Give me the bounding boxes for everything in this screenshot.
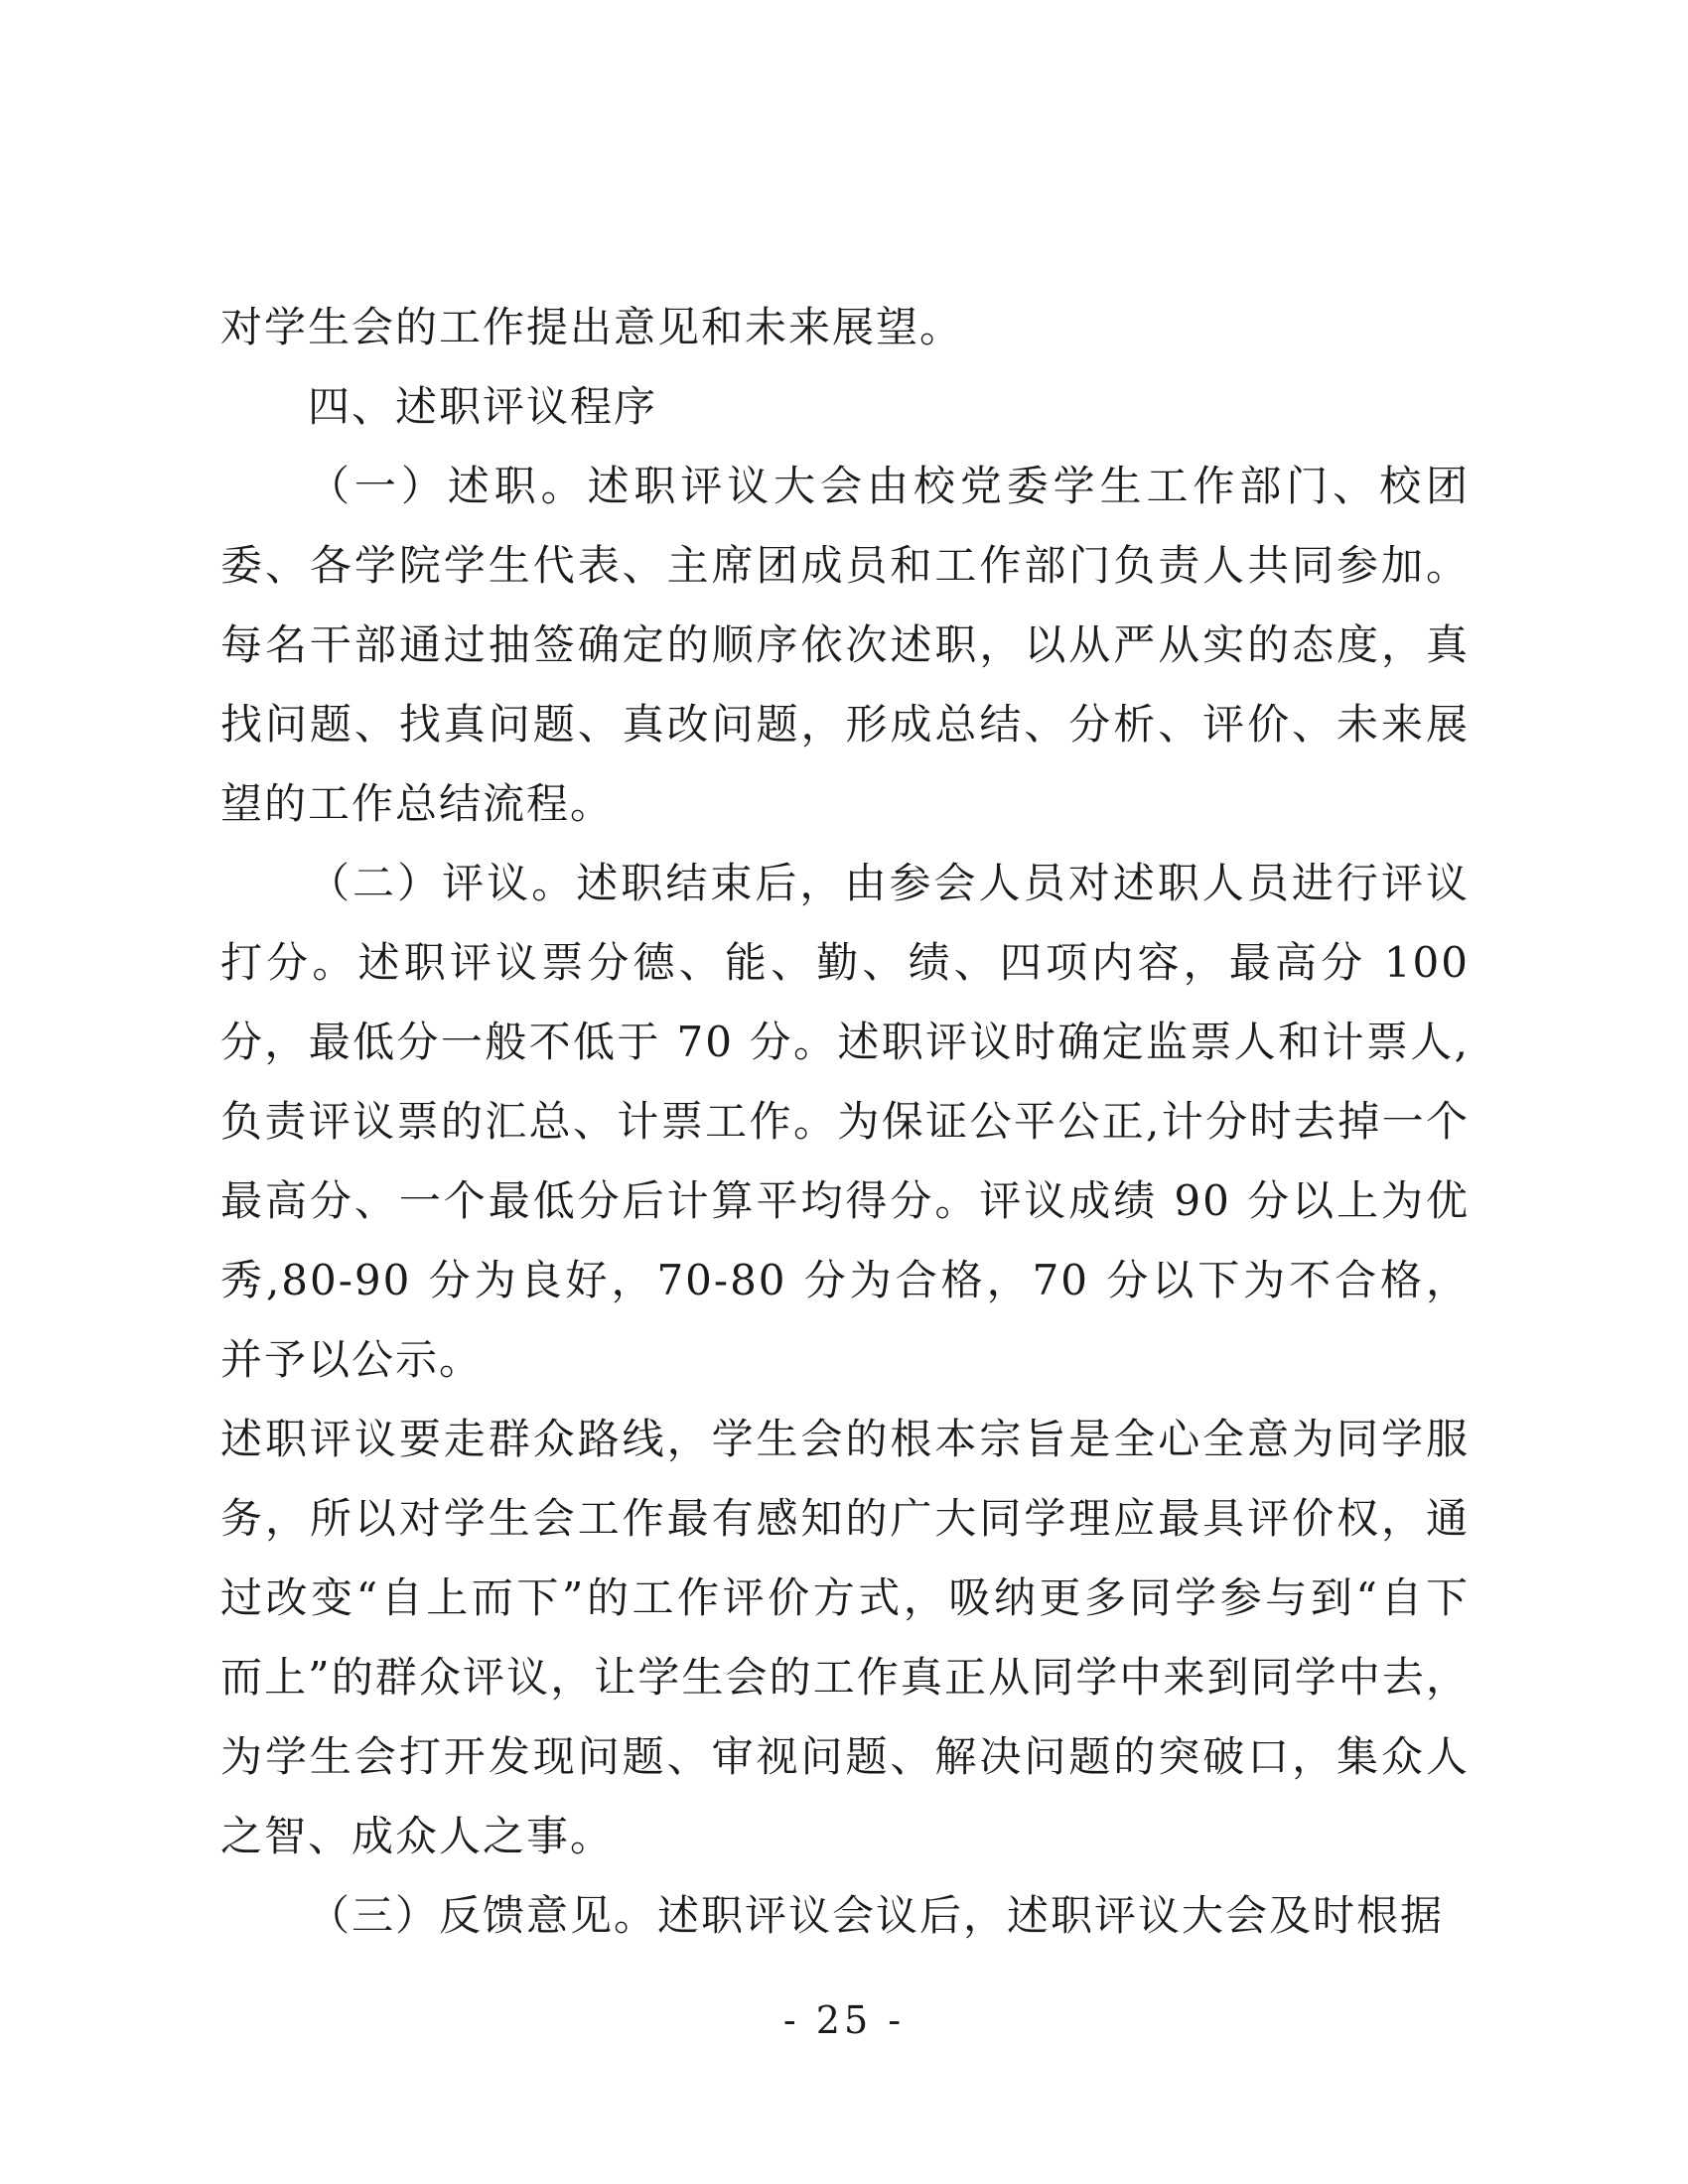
paragraph-continuation: 对学生会的工作提出意见和未来展望。: [220, 303, 964, 351]
document-body: [220, 288, 1470, 1956]
paragraph-feedback: （三）反馈意见。述职评议会议后，述职评议大会及时根据: [308, 1891, 1445, 1940]
section-heading-procedure: 四、述职评议程序: [308, 382, 658, 431]
paragraph-mass-line: 述职评议要走群众路线，学生会的根本宗旨是全心全意为同学服务，所以对学生会工作最有感知的广大同学理应最具评价权，通过改变“自上而下”的工作评价方式，吸纳更多同学参与到“自下而上”的群众评议，让学生会的工作真正从同学中来到同学中去，为学生会打开发现问题、审视问题、解决问题的突破口，集众人之智、成众人之事。: [220, 1415, 1470, 1860]
paragraph-report: （一）述职。述职评议大会由校党委学生工作部门、校团委、各学院学生代表、主席团成员和工作部门负责人共同参加。每名干部通过抽签确定的顺序依次述职，以从严从实的态度，真找问题、找真问题、真改问题，形成总结、分析、评价、未来展望的工作总结流程。: [220, 462, 1470, 828]
page-number: - 25 -: [782, 1998, 906, 2042]
paragraph-review: （二）评议。述职结束后，由参会人员对述职人员进行评议打分。述职评议票分德、能、勤、绩、四项内容，最高分 100 分，最低分一般不低于 70 分。述职评议时确定监票人和计票人,负责评议票的汇总、计票工作。为保证公平公正,计分时去掉一个最高分、一个最低分后计算平均得分。评议成绩 90 分以上为优秀,80-90 分为良好，70-80 分为合格，70 分以下为不合格，并予以公示。: [220, 859, 1470, 1384]
